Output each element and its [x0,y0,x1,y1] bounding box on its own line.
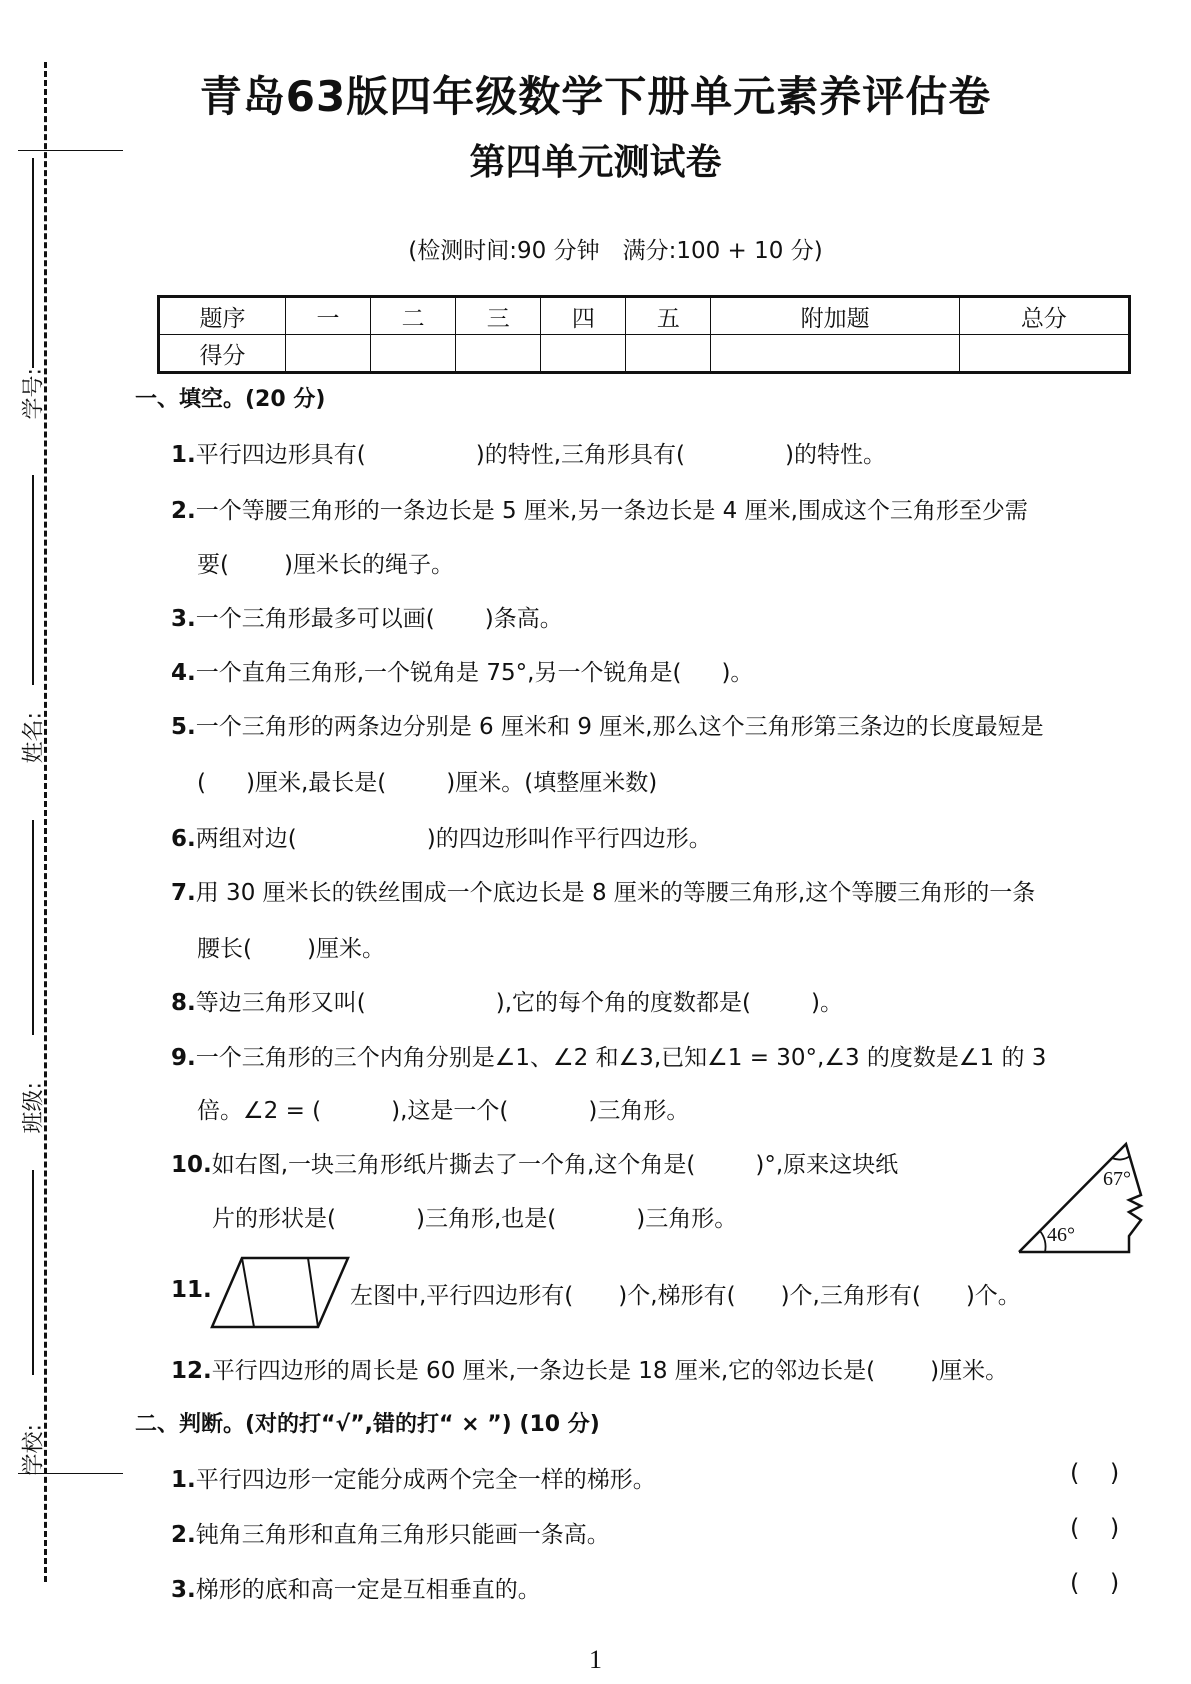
question-10: 10.如右图,一块三角形纸片撕去了一个角,这个角是( )°,原来这块纸 [171,1152,899,1178]
question-6: 6.两组对边( )的四边形叫作平行四边形。 [171,826,712,852]
judge-answer-1[interactable]: ( ) [1070,1459,1120,1487]
page-number: 1 [589,1645,602,1674]
col-4: 四 [541,297,626,335]
question-12: 12.平行四边形的周长是 60 厘米,一条边长是 18 厘米,它的邻边长是( )厘米。 [171,1358,1009,1384]
col-3: 三 [456,297,541,335]
score-cell[interactable] [541,335,626,373]
parallelogram-figure [210,1255,350,1330]
question-8: 8.等边三角形又叫( ),它的每个角的度数都是( )。 [171,990,843,1016]
question-2: 2.一个等腰三角形的一条边长是 5 厘米,另一条边长是 4 厘米,围成这个三角形至少需 [171,498,1028,524]
question-3: 3.一个三角形最多可以画( )条高。 [171,606,563,632]
score-table-score-row [159,335,1130,373]
score-cell[interactable] [626,335,711,373]
col-2: 二 [371,297,456,335]
class-label: 班级: [21,1082,47,1134]
question-5-cont: ( )厘米,最长是( )厘米。(填整厘米数) [197,770,658,796]
page-subtitle: 第四单元测试卷 [469,142,722,183]
col-5: 五 [626,297,711,335]
question-1: 1.平行四边形具有( )的特性,三角形具有( )的特性。 [171,442,886,468]
angle-label-67: 67° [1103,1168,1131,1190]
torn-triangle-figure [1015,1140,1155,1260]
student-id-label: 学号: [21,368,47,420]
question-11: 左图中,平行四边形有( )个,梯形有( )个,三角形有( )个。 [350,1283,1021,1309]
judge-answer-2[interactable]: ( ) [1070,1514,1120,1542]
col-1: 一 [286,297,371,335]
binding-dashed-line [44,62,47,1582]
score-cell[interactable] [959,335,1129,373]
score-cell[interactable] [456,335,541,373]
judge-item-1: 1.平行四边形一定能分成两个完全一样的梯形。 [171,1467,656,1493]
page-title: 青岛63版四年级数学下册单元素养评估卷 [199,72,992,121]
score-table-header-row [159,297,1130,335]
question-10-cont: 片的形状是( )三角形,也是( )三角形。 [212,1206,738,1232]
section-1-heading: 一、填空。(20 分) [135,387,326,412]
question-7-cont: 腰长( )厘米。 [197,936,385,962]
col-total: 总分 [959,297,1129,335]
question-9-cont: 倍。∠2 = ( ),这是一个( )三角形。 [197,1098,690,1124]
score-cell[interactable] [711,335,959,373]
judge-item-2: 2.钝角三角形和直角三角形只能画一条高。 [171,1522,610,1548]
class-underline[interactable] [32,820,34,1035]
score-table [157,295,1131,374]
name-label: 姓名: [21,712,47,764]
question-9: 9.一个三角形的三个内角分别是∠1、∠2 和∠3,已知∠1 = 30°,∠3 的度数是∠1 的 3 [171,1045,1047,1071]
col-bonus: 附加题 [711,297,959,335]
judge-answer-3[interactable]: ( ) [1070,1569,1120,1597]
score-cell[interactable] [286,335,371,373]
school-underline[interactable] [32,1170,34,1375]
score-row-label: 得分 [159,335,286,373]
school-label: 学校: [21,1424,47,1476]
angle-label-46: 46° [1047,1224,1075,1246]
question-5: 5.一个三角形的两条边分别是 6 厘米和 9 厘米,那么这个三角形第三条边的长度最短是 [171,714,1044,740]
name-underline[interactable] [32,475,34,685]
section-2-heading: 二、判断。(对的打“√”,错的打“ × ”) (10 分) [135,1412,600,1437]
question-11-number: 11. [171,1277,212,1303]
exam-meta: (检测时间:90 分钟 满分:100 + 10 分) [408,238,823,264]
question-7: 7.用 30 厘米长的铁丝围成一个底边长是 8 厘米的等腰三角形,这个等腰三角形的一条 [171,880,1036,906]
score-cell[interactable] [371,335,456,373]
judge-item-3: 3.梯形的底和高一定是互相垂直的。 [171,1577,541,1603]
question-2-cont: 要( )厘米长的绳子。 [197,552,454,578]
question-4: 4.一个直角三角形,一个锐角是 75°,另一个锐角是( )。 [171,660,754,686]
col-label: 题序 [159,297,286,335]
